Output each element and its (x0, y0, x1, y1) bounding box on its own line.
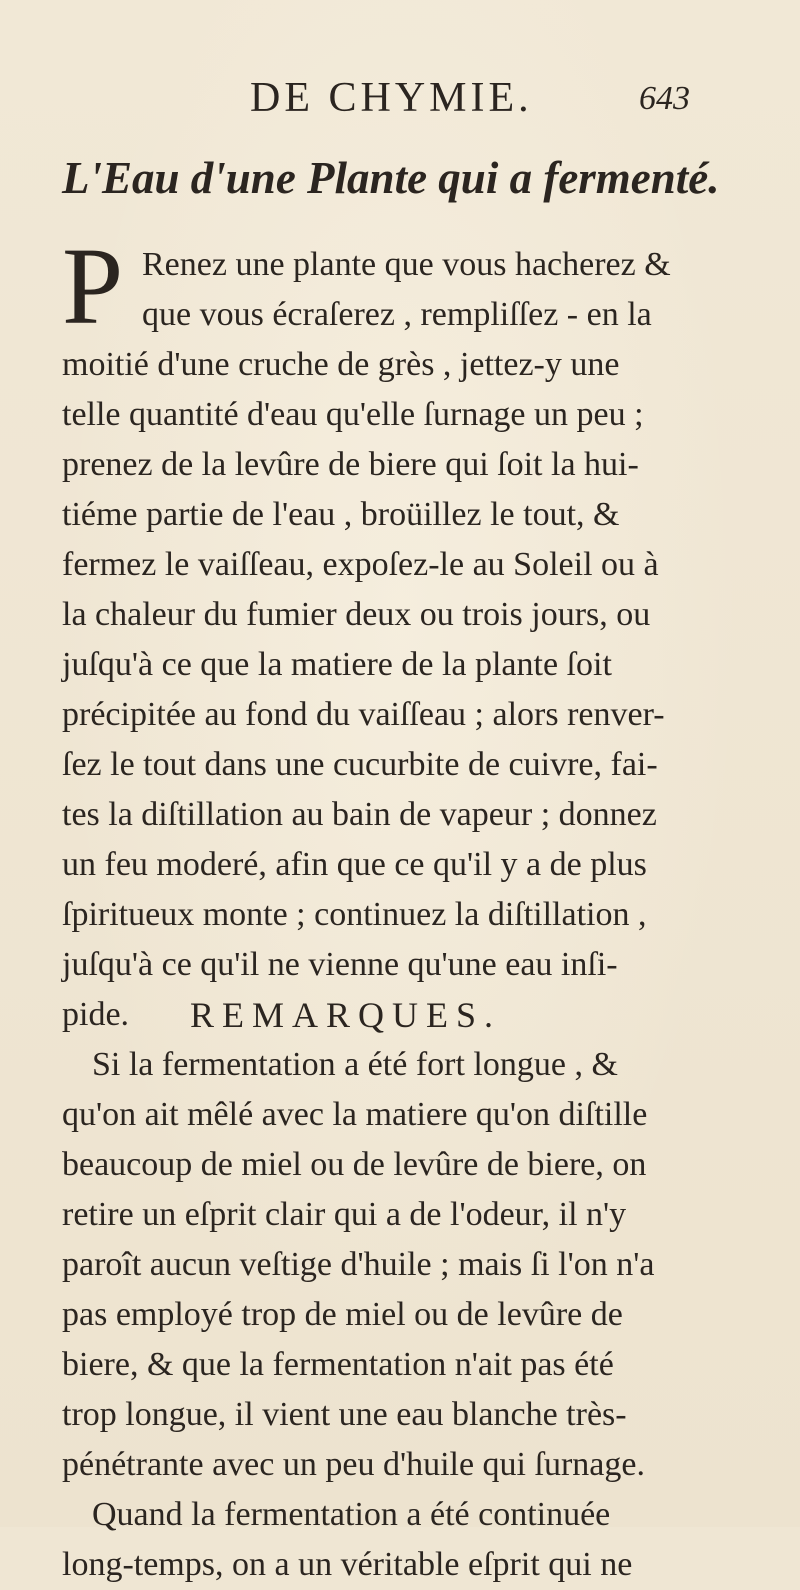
text-line: qu'on ait mêlé avec la matiere qu'on diſtille (62, 1096, 648, 1133)
running-head-title: DE CHYMIE. (250, 75, 533, 121)
paragraph-3 (62, 1490, 742, 1590)
paragraph-1 (62, 225, 742, 1040)
text-line: la chaleur du fumier deux ou trois jours, ou (62, 596, 651, 633)
body-text (62, 225, 742, 1590)
text-line: telle quantité d'eau qu'elle ſurnage un peu ; (62, 396, 644, 433)
text-line: Renez une plante que vous hacherez & (142, 246, 671, 283)
drop-cap: P (62, 225, 124, 347)
text-line: ſez le tout dans une cucurbite de cuivre, fai- (62, 746, 658, 783)
text-line: ſpiritueux monte ; continuez la diſtillation , (62, 896, 647, 933)
text-line: tes la diſtillation au bain de vapeur ; donnez (62, 796, 657, 833)
text-line: trop longue, il vient une eau blanche très- (62, 1396, 627, 1433)
text-line: long-temps, on a un véritable eſprit qui ne (62, 1546, 633, 1583)
text-line: moitié d'une cruche de grès , jettez-y une (62, 346, 620, 383)
text-line: un feu moderé, afin que ce qu'il y a de plus (62, 846, 647, 883)
text-line: prenez de la levûre de biere qui ſoit la hui- (62, 446, 639, 483)
text-line: Si la fermentation a été fort longue , & (92, 1046, 618, 1083)
text-line: juſqu'à ce que la matiere de la plante ſoit (62, 646, 612, 683)
text-line: beaucoup de miel ou de levûre de biere, on (62, 1146, 647, 1183)
text-line: pénétrante avec un peu d'huile qui ſurnage. (62, 1446, 645, 1483)
text-line: retire un eſprit clair qui a de l'odeur, il n'y (62, 1196, 627, 1233)
text-line: précipitée au fond du vaiſſeau ; alors renver- (62, 696, 665, 733)
text-line: paroît aucun veſtige d'huile ; mais ſi l'on n'a (62, 1246, 655, 1283)
paragraph-2 (62, 1040, 742, 1490)
text-line: Quand la fermentation a été continuée (92, 1496, 611, 1533)
remarques-heading: REMARQUES. (190, 995, 502, 1035)
text-line: tiéme partie de l'eau , broüillez le tout, & (62, 496, 620, 533)
text-line: pas employé trop de miel ou de levûre de (62, 1296, 623, 1333)
text-line: pide. (62, 996, 130, 1033)
running-head (250, 74, 690, 124)
text-line: juſqu'à ce qu'il ne vienne qu'une eau inſi- (62, 946, 618, 983)
section-title: L'Eau d'une Plante qui a fermenté. (62, 153, 720, 203)
text-line: que vous écraſerez , rempliſſez - en la (142, 296, 652, 333)
text-line: biere, & que la fermentation n'ait pas été (62, 1346, 614, 1383)
text-line: fermez le vaiſſeau, expoſez-le au Soleil ou à (62, 546, 659, 583)
page-number: 643 (639, 80, 690, 117)
